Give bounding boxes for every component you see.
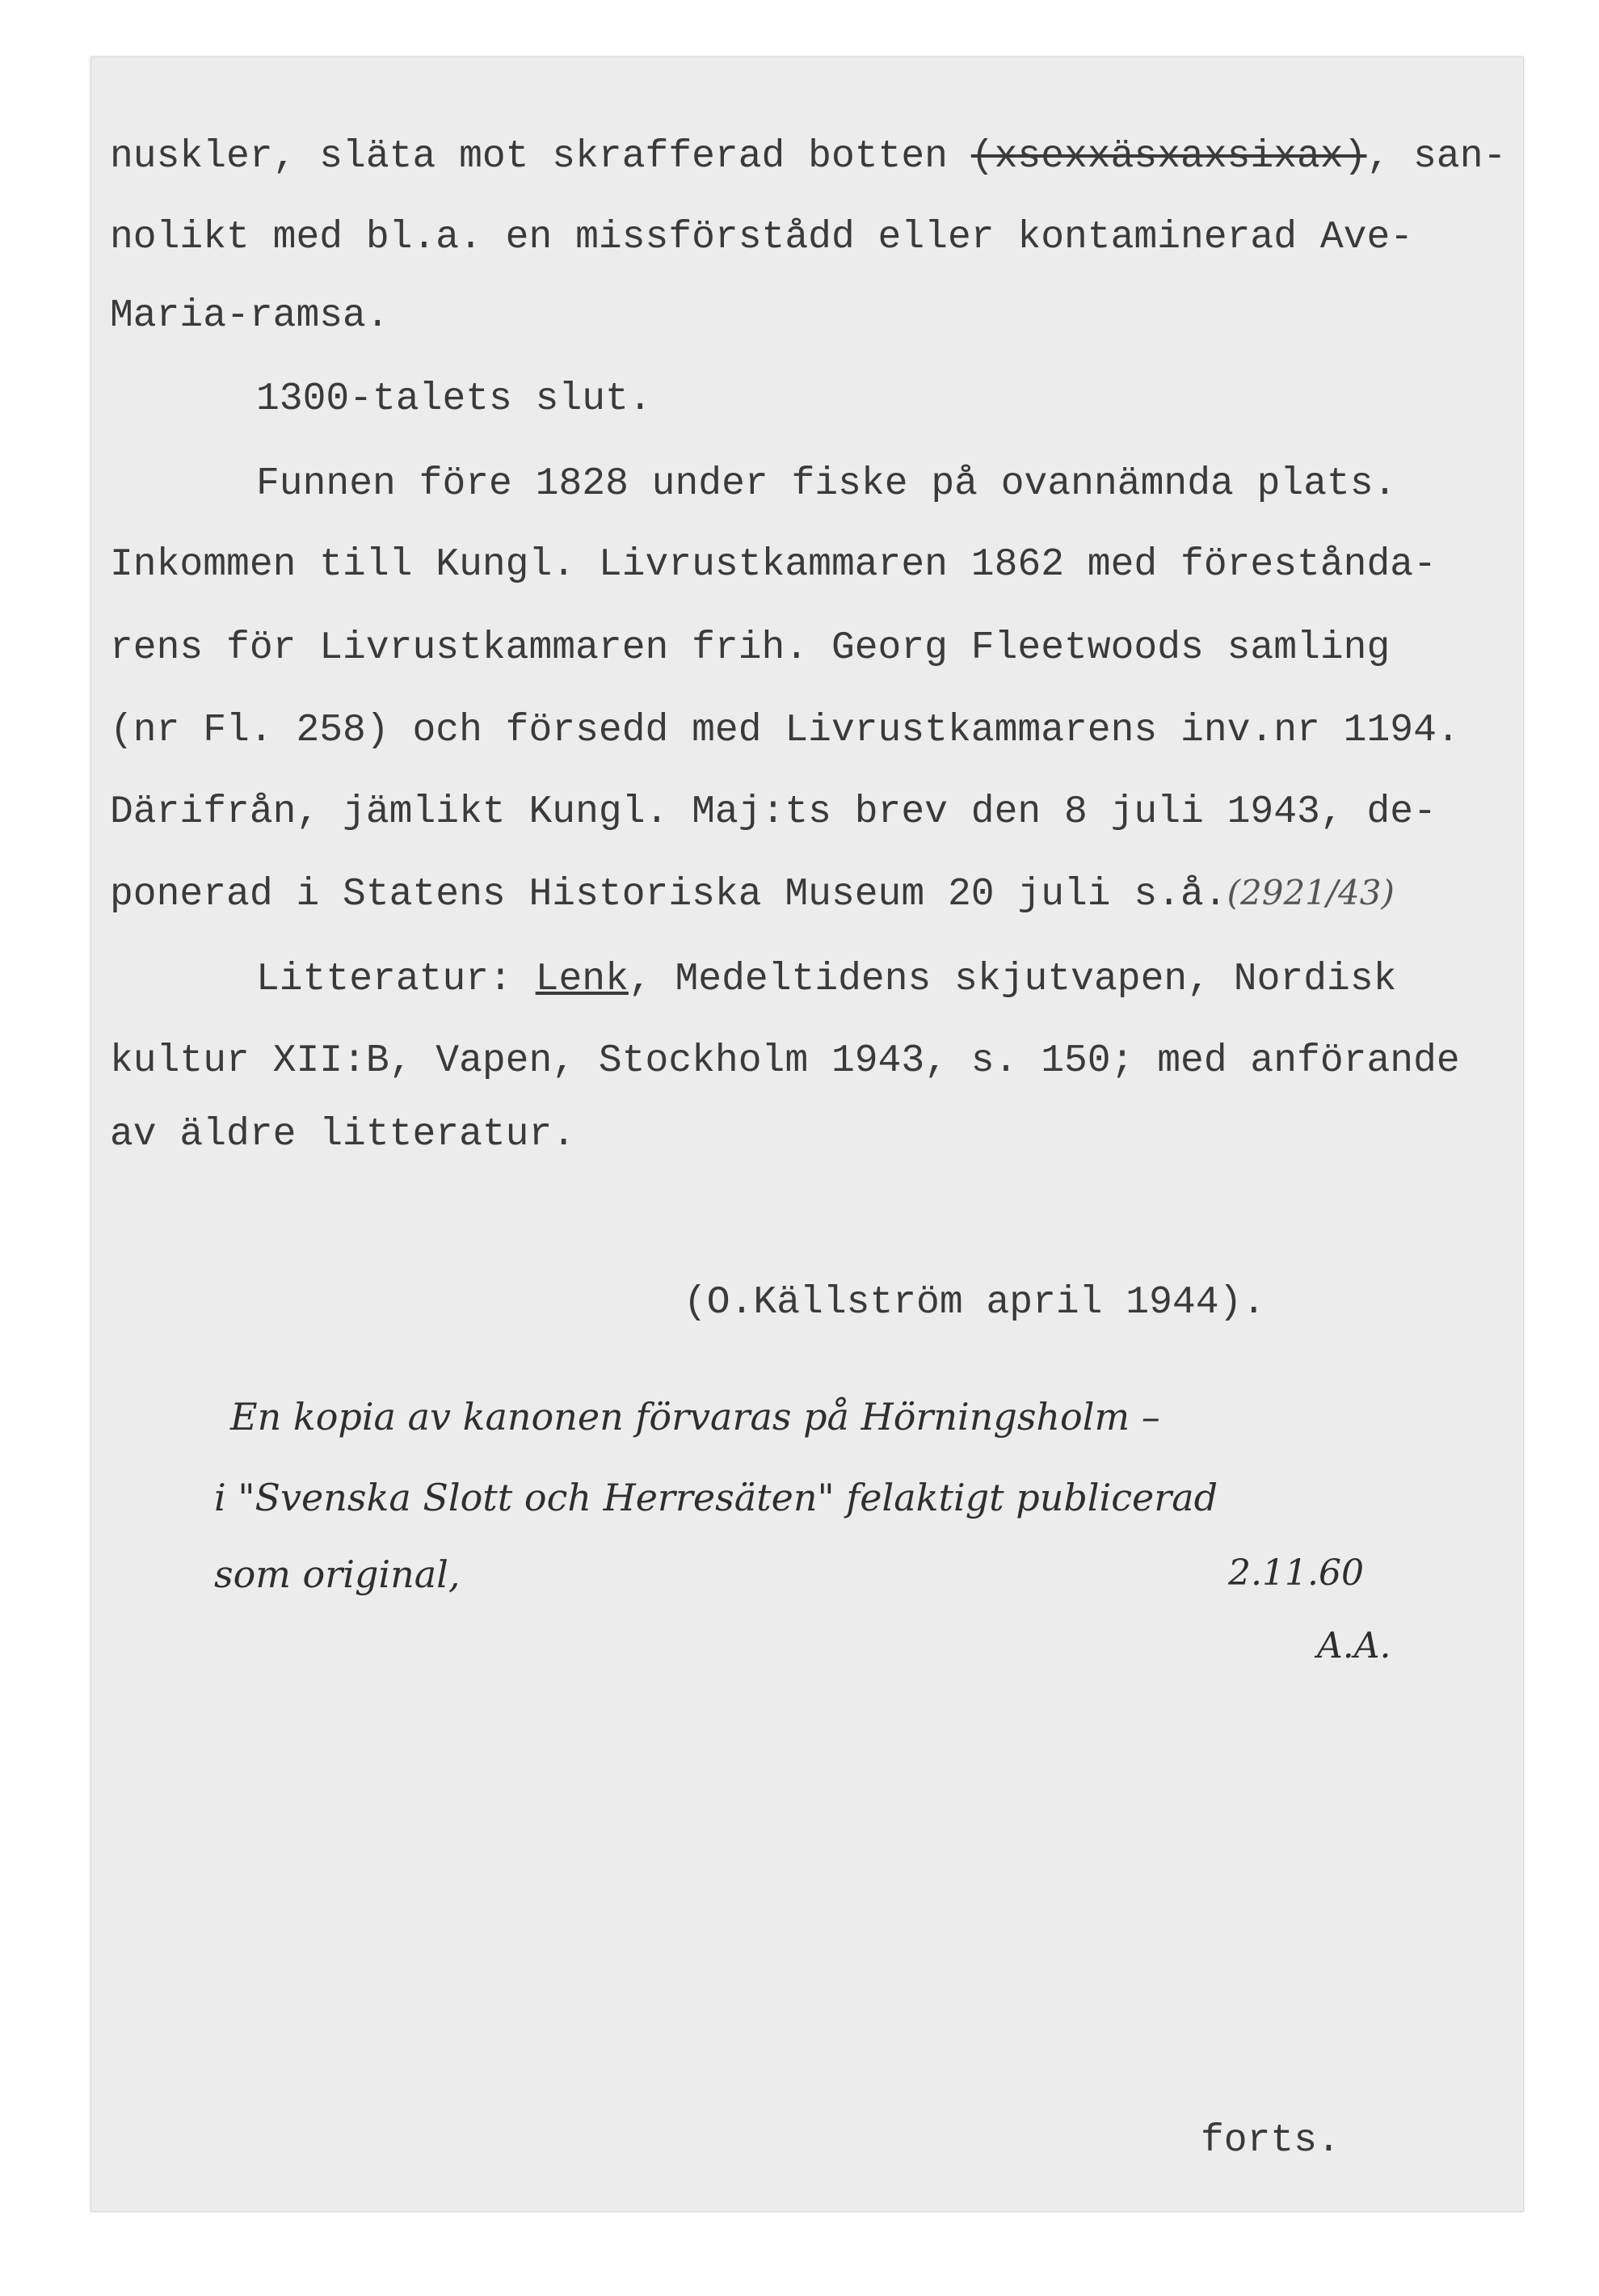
handwritten-note-line-1: En kopia av kanonen förvaras på Hörningsholm – — [230, 1395, 1160, 1439]
handwritten-date: 2.11.60 — [1228, 1552, 1364, 1594]
dating-line: 1300-talets slut. — [256, 377, 652, 421]
handwritten-note-line-2: i "Svenska Slott och Herresäten" felaktigt publicerad — [214, 1476, 1218, 1519]
underlined-author: Lenk — [535, 958, 629, 1001]
text-line-8: (nr Fl. 258) och försedd med Livrustkammarens inv.nr 1194. — [110, 709, 1460, 752]
text-line-9: Därifrån, jämlikt Kungl. Maj:ts brev den 8 juli 1943, de- — [110, 790, 1437, 834]
text-line-6: Inkommen till Kungl. Livrustkammaren 1862 med förestånda- — [110, 543, 1437, 587]
text: ponerad i Statens Historiska Museum 20 juli s.å. — [110, 873, 1227, 916]
text: Litteratur: — [256, 958, 536, 1001]
struck-text: (xsexxäsxaxsixax) — [970, 135, 1367, 179]
text-line-5: Funnen före 1828 under fiske på ovannämnda plats. — [256, 462, 1397, 506]
text-line-10 — [110, 875, 1395, 914]
text-line-7: rens för Livrustkammaren frih. Georg Fleetwoods samling — [110, 626, 1391, 670]
text-line-1 — [110, 135, 1507, 179]
text: , Medeltidens skjutvapen, Nordisk — [628, 958, 1397, 1001]
text-line-3: Maria-ramsa. — [110, 294, 389, 338]
text-line-13: av äldre litteratur. — [110, 1113, 576, 1156]
text-line-2: nolikt med bl.a. en missförstådd eller kontaminerad Ave- — [110, 216, 1414, 259]
text: nuskler, släta mot skrafferad botten — [110, 135, 971, 179]
text-line-11 — [256, 960, 1396, 999]
handwritten-initials: A.A. — [1317, 1625, 1391, 1666]
continued-marker: forts. — [1201, 2119, 1340, 2163]
text: , san- — [1366, 135, 1507, 179]
author-signature: (O.Källström april 1944). — [684, 1281, 1266, 1325]
text-line-12: kultur XII:B, Vapen, Stockholm 1943, s. 150; med anförande — [110, 1039, 1460, 1083]
handwritten-reg-number: (2921/43) — [1227, 873, 1395, 912]
handwritten-note-line-3: som original, — [214, 1552, 461, 1596]
